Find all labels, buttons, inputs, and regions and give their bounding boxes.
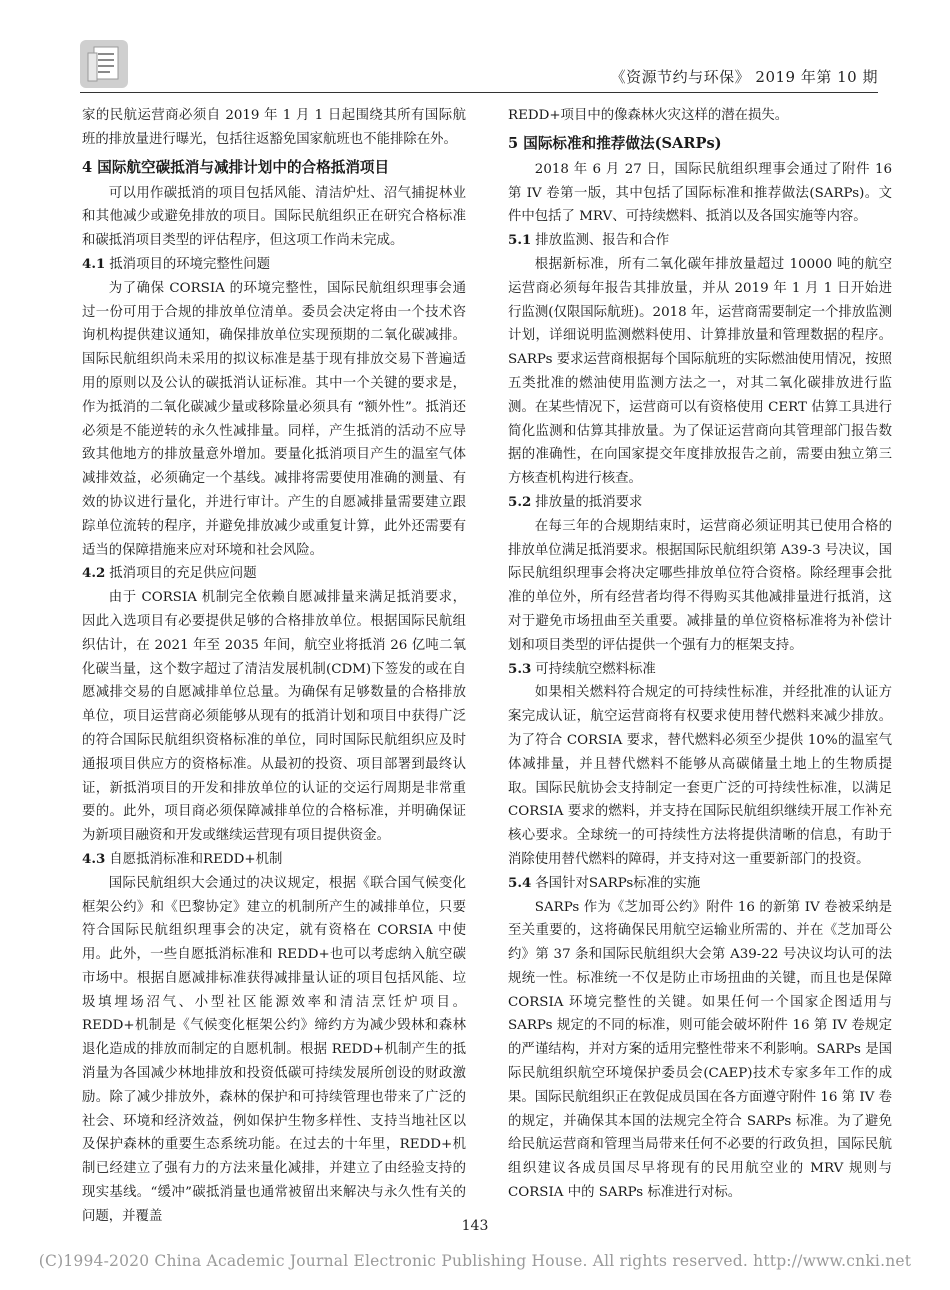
header-rule <box>80 92 878 93</box>
paragraph: 由于 CORSIA 机制完全依赖自愿减排量来满足抵消要求，因此入选项目有必要提供足够的合格排放单位。根据国际民航组织估计，在 2021 年至 2035 年间，航空业将抵消 26 亿吨二氧化碳当量，这个数字超过了清洁发展机制(CDM)下签发的或在自愿减排交易的自愿减排单位总量。为确保有足够数量的合格排放单位，项目运营商必须能够从现有的抵消计划和项目中获得广泛的符合国际民航组织资格标准的单位，同时国际民航组织应及时通报项目供应方的资格标准。从最初的投资、项目部署到最终认证，新抵消项目的开发和排放单位的认证的交运行周期是非常重要的。此外，项目商必须保障减排单位的合格标准，并明确保证为新项目融资和开发或继续运营现有项目提供资金。 <box>82 590 466 844</box>
subsection-heading-4-1 <box>82 253 466 277</box>
paragraph: 可以用作碳抵消的项目包括风能、清洁炉灶、沼气捕捉林业和其他减少或避免排放的项目。国际民航组织正在研究合格标准和碳抵消项目类型的评估程序，但这项工作尚未完成。 <box>82 185 466 249</box>
section-heading-4: 4 国际航空碳抵消与减排计划中的合格抵消项目 <box>82 158 390 176</box>
page-number: 143 <box>461 1218 489 1234</box>
subsection-heading-5-3 <box>508 658 892 682</box>
copyright-footer: (C)1994-2020 China Academic Journal Electronic Publishing House. All rights reserved. http://www.cnki.net <box>38 1252 912 1270</box>
paragraph: 如果相关燃料符合规定的可持续性标准，并经批准的认证方案完成认证，航空运营商将有权要求使用替代燃料来减少排放。为了符合 CORSIA 要求，替代燃料必须至少提供 10%的温室气体减排量，并且替代燃料不能够从高碳储量土地上的生物质提取。国际民航协会支持制定一套更广泛的可持续性标准，以满足 CORSIA 要求的燃料，并支持在国际民航组织继续开展工作补充核心要求。全球统一的可持续性方法将提供清晰的信息，有助于消除使用替代燃料的障碍，并支持对这一重要新部门的投资。 <box>508 685 892 867</box>
paragraph: 根据新标准，所有二氧化碳年排放量超过 10000 吨的航空运营商必须每年报告其排放量，并从 2019 年 1 月 1 日开始进行监测(仅限国际航班)。2018 年，运营商需要制定一个排放监测计划，详细说明监测燃料使用、计算排放量和管理数据的程序。SARPs 要求运营商根据每个国际航班的实际燃油使用情况，按照五类批准的燃油使用监测方法之一，对其二氧化碳排放进行监测。在某些情况下，运营商可以有资格使用 CERT 估算工具进行简化监测和估算其排放量。为了保证运营商向其管理部门报告数据的准确性，在向国家提交年度排放报告之前，需要由独立第三方核查机构进行核查。 <box>508 256 892 487</box>
paragraph: REDD+项目中的像森林火灾这样的潜在损失。 <box>508 108 789 123</box>
subsection-heading-4-2 <box>82 562 466 586</box>
section-heading-5: 5 国际标准和推荐做法(SARPs) <box>508 134 722 152</box>
subsection-heading-5-2 <box>508 491 892 515</box>
subsection-heading-4-3 <box>82 848 466 872</box>
subsection-number: 4.2 <box>82 565 106 582</box>
paragraph: 为了确保 CORSIA 的环境完整性，国际民航组织理事会通过一份可用于合规的排放单位清单。委员会决定将由一个技术咨询机构提供建议通知，确保排放单位实现预期的二氧化碳减排。国际民航组织尚未采用的拟议标准是基于现有排放交易下普遍适用的原则以及公认的碳抵消认证标准。其中一个关键的要求是，作为抵消的二氧化碳减少量或移除量必须具有 “额外性”。抵消还必须是不能逆转的永久性减排量。同样，产生抵消的活动不应导致其他地方的排放量意外增加。要量化抵消项目产生的温室气体减排效益，必须确定一个基线。减排将需要使用准确的测量、有效的协议进行量化，并进行审计。产生的自愿减排量需要建立跟踪单位流转的程序，并避免排放减少或重复计算，此外还需要有适当的保障措施来应对环境和社会风险。 <box>82 280 466 558</box>
subsection-title: 抵消项目的充足供应问题 <box>109 566 257 582</box>
paragraph: 2018 年 6 月 27 日，国际民航组织理事会通过了附件 16 第 IV 卷第一版，其中包括了国际标准和推荐做法(SARPs)。文件中包括了 MRV、可持续燃料、抵消以及各国实施等内容。 <box>508 161 892 225</box>
subsection-title: 各国针对SARPs标准的实施 <box>535 875 701 891</box>
subsection-number: 5.4 <box>508 874 532 891</box>
subsection-heading-5-1 <box>508 229 892 253</box>
subsection-number: 5.2 <box>508 493 532 510</box>
right-column <box>508 104 892 1205</box>
left-column <box>82 104 466 1229</box>
subsection-number: 4.1 <box>82 255 106 272</box>
document-icon <box>80 40 128 88</box>
subsection-number: 4.3 <box>82 850 106 867</box>
subsection-title: 排放监测、报告和合作 <box>535 233 670 249</box>
subsection-heading-5-4 <box>508 872 892 896</box>
paragraph: 在每三年的合规期结束时，运营商必须证明其已使用合格的排放单位满足抵消要求。根据国际民航组织第 A39-3 号决议，国际民航组织理事会将决定哪些排放单位符合资格。除经理事会批准的单位外，所有经营者均得不得购买其他减排量进行抵消，这对于避免市场扭曲至关重要。减排量的单位资格标准将为补偿计划和项目类型的评估提供一个强有力的框架支持。 <box>508 518 892 653</box>
paragraph: 国际民航组织大会通过的决议规定，根据《联合国气候变化框架公约》和《巴黎协定》建立的机制所产生的减排单位，只要符合国际民航组织理事会的决定，就有资格在 CORSIA 中使用。此外，一些自愿抵消标准和 REDD+也可以考虑纳入航空碳市场中。根据自愿减排标准获得减排量认证的项目包括风能、垃圾填埋场沼气、小型社区能源效率和清洁烹饪炉项目。REDD+机制是《气候变化框架公约》缔约方为减少毁林和森林退化造成的排放而制定的自愿机制。根据 REDD+机制产生的抵消量为各国减少林地排放和投资低碳可持续发展所创设的财政激励。除了减少排放外，森林的保护和可持续管理也带来了广泛的社会、环境和经济效益，例如保护生物多样性、支持当地社区以及保护森林的重要生态系统功能。在过去的十年里，REDD+机制已经建立了强有力的方法来量化减排，并建立了由经验支持的现实基线。“缓冲”碳抵消量也通常被留出来解决与永久性有关的问题，并覆盖 <box>82 875 466 1224</box>
subsection-title: 抵消项目的环境完整性问题 <box>109 256 270 272</box>
paragraph: 家的民航运营商必须自 2019 年 1 月 1 日起围绕其所有国际航班的排放量进行曝光，包括往返豁免国家航班也不能排除在外。 <box>82 108 466 147</box>
journal-header: 《资源节约与环保》 2019 年第 10 期 <box>610 68 878 86</box>
subsection-title: 可持续航空燃料标准 <box>535 661 656 677</box>
subsection-number: 5.3 <box>508 660 532 677</box>
subsection-number: 5.1 <box>508 232 532 249</box>
subsection-title: 排放量的抵消要求 <box>535 494 643 510</box>
paragraph: SARPs 作为《芝加哥公约》附件 16 的新第 IV 卷被采纳是至关重要的，这将确保民用航空运输业所需的、并在《芝加哥公约》第 37 条和国际民航组织大会第 A39-22 号决议均认可的法规统一性。标准统一不仅是防止市场扭曲的关键，而且也是保障 CORSIA 环境完整性的关键。如果任何一个国家企图适用与 SARPs 规定的不同的标准，则可能会破坏附件 16 第 IV 卷规定的严谨结构，并对方案的适用完整性带来不利影响。SARPs 是国际民航组织航空环境保护委员会(CAEP)技术专家多年工作的成果。国际民航组织正在敦促成员国在各方面遵守附件 16 第 IV 卷的规定，并确保其本国的法规完全符合 SARPs 标准。为了避免给民航运营商和管理当局带来任何不必要的行政负担，国际民航组织建议各成员国尽早将现有的民用航空业的 MRV 规则与 CORSIA 中的 SARPs 标准进行对标。 <box>508 899 892 1201</box>
subsection-title: 自愿抵消标准和REDD+机制 <box>109 851 283 867</box>
